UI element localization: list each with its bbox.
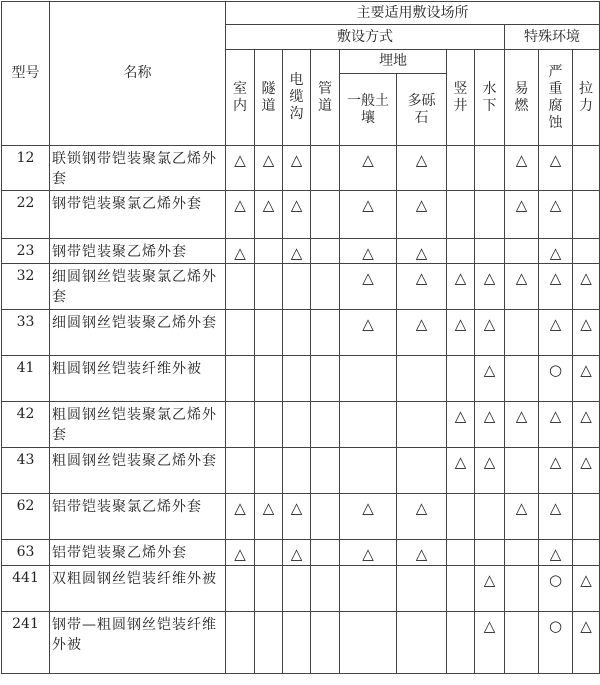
name-cell: 钢带铠装聚氯乙烯外套 [50,191,226,239]
name-cell: 细圆钢丝铠装聚乙烯外套 [50,310,226,356]
mark-cell-underwater [475,494,505,540]
mark-cell-corrosion [539,402,573,448]
triangle-mark-icon: △ [262,499,275,517]
mark-cell-pipe [311,540,340,566]
mark-cell-corrosion [539,612,573,674]
mark-cell-flammable [505,448,539,494]
mark-cell-underwater [475,146,505,191]
triangle-mark-icon: △ [580,571,592,589]
name-cell: 钢带—粗圆钢丝铠装纤维外被 [50,612,226,674]
triangle-mark-icon: △ [549,453,562,471]
triangle-mark-icon: △ [580,453,592,471]
mark-cell-flammable [505,356,539,402]
mark-cell-pipe [311,402,340,448]
mark-cell-cable-trench [283,612,311,674]
mark-cell-cable-trench [283,264,311,310]
mark-cell-tension [573,191,600,239]
header-tunnel: 隧 道 [255,50,283,146]
model-cell: 62 [2,494,50,540]
triangle-mark-icon: △ [483,315,496,333]
mark-cell-shaft [447,612,475,674]
mark-cell-soil-general [340,239,397,264]
mark-cell-tension [573,264,600,310]
mark-cell-corrosion [539,448,573,494]
mark-cell-pipe [311,146,340,191]
table-row [2,566,600,612]
table-row [2,356,600,402]
mark-cell-pipe [311,566,340,612]
mark-cell-cable-trench [283,239,311,264]
triangle-mark-icon: △ [515,499,528,517]
name-cell: 粗圆钢丝铠装聚氯乙烯外套 [50,402,226,448]
mark-cell-tension [573,540,600,566]
mark-cell-underwater [475,310,505,356]
triangle-mark-icon: △ [362,545,374,563]
mark-cell-flammable [505,146,539,191]
mark-cell-soil-gravel [397,239,447,264]
name-cell: 铝带铠装聚氯乙烯外套 [50,494,226,540]
header-laying-group: 敷设方式 [226,25,505,50]
model-cell: 441 [2,566,50,612]
mark-cell-underwater [475,566,505,612]
mark-cell-tension [573,310,600,356]
mark-cell-flammable [505,402,539,448]
header-pipe: 管 道 [311,50,340,146]
mark-cell-indoor [226,310,255,356]
model-cell: 41 [2,356,50,402]
triangle-mark-icon: △ [483,407,496,425]
mark-cell-cable-trench [283,540,311,566]
mark-cell-indoor [226,494,255,540]
mark-cell-tension [573,356,600,402]
triangle-mark-icon: △ [415,196,428,214]
mark-cell-tunnel [255,239,283,264]
mark-cell-flammable [505,494,539,540]
triangle-mark-icon: △ [290,196,303,214]
mark-cell-soil-general [340,612,397,674]
mark-cell-shaft [447,402,475,448]
mark-cell-soil-gravel [397,566,447,612]
mark-cell-soil-general [340,448,397,494]
mark-cell-tunnel [255,494,283,540]
mark-cell-indoor [226,191,255,239]
header-shaft: 竖 井 [447,50,475,146]
table-row [2,540,600,566]
triangle-mark-icon: △ [454,269,467,287]
table-row [2,264,600,310]
mark-cell-pipe [311,612,340,674]
header-corrosion: 严 重 腐 蚀 [539,50,573,146]
mark-cell-indoor [226,448,255,494]
table-row [2,494,600,540]
mark-cell-underwater [475,540,505,566]
table-row [2,191,600,239]
triangle-mark-icon: △ [454,407,467,425]
table-row [2,146,600,191]
mark-cell-soil-general [340,146,397,191]
mark-cell-tunnel [255,356,283,402]
triangle-mark-icon: △ [362,315,374,333]
header-row-1 [2,2,600,25]
mark-cell-soil-gravel [397,264,447,310]
mark-cell-cable-trench [283,402,311,448]
header-indoor: 室 内 [226,50,255,146]
name-cell: 钢带铠装聚乙烯外套 [50,239,226,264]
model-cell: 241 [2,612,50,674]
cable-application-table [1,1,600,674]
triangle-mark-icon: △ [234,151,246,169]
triangle-mark-icon: △ [515,151,528,169]
mark-cell-flammable [505,239,539,264]
triangle-mark-icon: △ [549,196,562,214]
mark-cell-shaft [447,146,475,191]
triangle-mark-icon: △ [549,499,562,517]
mark-cell-indoor [226,566,255,612]
mark-cell-flammable [505,191,539,239]
triangle-mark-icon: △ [483,453,496,471]
mark-cell-cable-trench [283,494,311,540]
mark-cell-tension [573,612,600,674]
mark-cell-pipe [311,264,340,310]
mark-cell-shaft [447,566,475,612]
mark-cell-corrosion [539,264,573,310]
circle-mark-icon: ○ [548,361,563,379]
triangle-mark-icon: △ [262,151,275,169]
triangle-mark-icon: △ [362,151,374,169]
model-cell: 12 [2,146,50,191]
triangle-mark-icon: △ [234,196,246,214]
triangle-mark-icon: △ [580,269,592,287]
header-name: 名称 [50,2,226,146]
mark-cell-soil-gravel [397,448,447,494]
triangle-mark-icon: △ [580,407,592,425]
mark-cell-soil-gravel [397,612,447,674]
mark-cell-flammable [505,566,539,612]
mark-cell-shaft [447,191,475,239]
triangle-mark-icon: △ [580,315,592,333]
mark-cell-soil-general [340,494,397,540]
model-cell: 33 [2,310,50,356]
triangle-mark-icon: △ [234,499,246,517]
mark-cell-tunnel [255,540,283,566]
mark-cell-corrosion [539,540,573,566]
mark-cell-soil-gravel [397,402,447,448]
model-cell: 32 [2,264,50,310]
mark-cell-corrosion [539,356,573,402]
mark-cell-underwater [475,239,505,264]
mark-cell-shaft [447,356,475,402]
header-soil-general: 一般土 壤 [340,74,397,146]
mark-cell-tension [573,402,600,448]
mark-cell-flammable [505,540,539,566]
mark-cell-underwater [475,448,505,494]
table-row [2,448,600,494]
triangle-mark-icon: △ [454,453,467,471]
mark-cell-corrosion [539,191,573,239]
triangle-mark-icon: △ [362,499,374,517]
table-row [2,612,600,674]
mark-cell-underwater [475,612,505,674]
mark-cell-indoor [226,402,255,448]
mark-cell-tunnel [255,448,283,494]
mark-cell-underwater [475,356,505,402]
triangle-mark-icon: △ [483,571,496,589]
mark-cell-indoor [226,612,255,674]
mark-cell-corrosion [539,566,573,612]
header-soil-gravel: 多砾 石 [397,74,447,146]
mark-cell-soil-gravel [397,310,447,356]
mark-cell-shaft [447,264,475,310]
mark-cell-tension [573,239,600,264]
mark-cell-tunnel [255,402,283,448]
model-cell: 23 [2,239,50,264]
triangle-mark-icon: △ [580,361,592,379]
mark-cell-soil-general [340,191,397,239]
triangle-mark-icon: △ [415,315,428,333]
mark-cell-soil-general [340,540,397,566]
triangle-mark-icon: △ [549,315,562,333]
mark-cell-soil-general [340,356,397,402]
triangle-mark-icon: △ [415,545,428,563]
mark-cell-pipe [311,239,340,264]
mark-cell-tunnel [255,191,283,239]
mark-cell-shaft [447,310,475,356]
triangle-mark-icon: △ [415,269,428,287]
triangle-mark-icon: △ [290,244,303,262]
mark-cell-indoor [226,146,255,191]
mark-cell-tunnel [255,264,283,310]
mark-cell-indoor [226,540,255,566]
triangle-mark-icon: △ [234,244,246,262]
mark-cell-cable-trench [283,566,311,612]
triangle-mark-icon: △ [515,269,528,287]
mark-cell-soil-gravel [397,494,447,540]
mark-cell-shaft [447,540,475,566]
triangle-mark-icon: △ [580,617,592,635]
mark-cell-tension [573,448,600,494]
model-cell: 22 [2,191,50,239]
circle-mark-icon: ○ [548,571,563,589]
mark-cell-pipe [311,448,340,494]
model-cell: 63 [2,540,50,566]
name-cell: 粗圆钢丝铠装聚乙烯外套 [50,448,226,494]
triangle-mark-icon: △ [549,151,562,169]
triangle-mark-icon: △ [483,269,496,287]
triangle-mark-icon: △ [549,545,562,563]
model-cell: 43 [2,448,50,494]
name-cell: 粗圆钢丝铠装纤维外被 [50,356,226,402]
triangle-mark-icon: △ [483,361,496,379]
mark-cell-cable-trench [283,146,311,191]
mark-cell-corrosion [539,494,573,540]
mark-cell-pipe [311,494,340,540]
triangle-mark-icon: △ [234,545,246,563]
mark-cell-shaft [447,448,475,494]
triangle-mark-icon: △ [362,196,374,214]
mark-cell-underwater [475,191,505,239]
triangle-mark-icon: △ [415,244,428,262]
triangle-mark-icon: △ [290,151,303,169]
triangle-mark-icon: △ [515,407,528,425]
name-cell: 细圆钢丝铠装聚氯乙烯外套 [50,264,226,310]
mark-cell-corrosion [539,146,573,191]
table-row [2,310,600,356]
mark-cell-indoor [226,264,255,310]
triangle-mark-icon: △ [549,407,562,425]
header-flammable: 易 燃 [505,50,539,146]
mark-cell-indoor [226,356,255,402]
header-tension: 拉 力 [573,50,600,146]
triangle-mark-icon: △ [549,269,562,287]
circle-mark-icon: ○ [548,617,563,635]
header-special-group: 特殊环境 [505,25,600,50]
name-cell: 双粗圆钢丝铠装纤维外被 [50,566,226,612]
mark-cell-flammable [505,264,539,310]
mark-cell-cable-trench [283,448,311,494]
mark-cell-cable-trench [283,310,311,356]
mark-cell-indoor [226,239,255,264]
mark-cell-flammable [505,310,539,356]
mark-cell-tunnel [255,566,283,612]
triangle-mark-icon: △ [415,151,428,169]
triangle-mark-icon: △ [362,244,374,262]
mark-cell-pipe [311,310,340,356]
mark-cell-tunnel [255,310,283,356]
mark-cell-soil-gravel [397,356,447,402]
mark-cell-underwater [475,402,505,448]
header-underwater: 水 下 [475,50,505,146]
mark-cell-tension [573,146,600,191]
mark-cell-soil-general [340,264,397,310]
mark-cell-soil-gravel [397,146,447,191]
mark-cell-shaft [447,494,475,540]
triangle-mark-icon: △ [262,196,275,214]
mark-cell-tunnel [255,612,283,674]
header-buried-group: 埋地 [340,50,447,74]
mark-cell-flammable [505,612,539,674]
triangle-mark-icon: △ [362,269,374,287]
table-row [2,239,600,264]
triangle-mark-icon: △ [483,617,496,635]
mark-cell-shaft [447,239,475,264]
mark-cell-soil-gravel [397,191,447,239]
mark-cell-corrosion [539,239,573,264]
header-cable-trench: 电 缆 沟 [283,50,311,146]
mark-cell-tension [573,494,600,540]
name-cell: 联锁钢带铠装聚氯乙烯外套 [50,146,226,191]
mark-cell-tension [573,566,600,612]
triangle-mark-icon: △ [549,244,562,262]
mark-cell-cable-trench [283,356,311,402]
header-main-group: 主要适用敷设场所 [226,2,600,25]
mark-cell-soil-general [340,402,397,448]
table-row [2,402,600,448]
triangle-mark-icon: △ [415,499,428,517]
model-cell: 42 [2,402,50,448]
mark-cell-tunnel [255,146,283,191]
mark-cell-underwater [475,264,505,310]
name-cell: 铝带铠装聚乙烯外套 [50,540,226,566]
triangle-mark-icon: △ [290,545,303,563]
mark-cell-soil-gravel [397,540,447,566]
mark-cell-pipe [311,191,340,239]
mark-cell-corrosion [539,310,573,356]
triangle-mark-icon: △ [454,315,467,333]
triangle-mark-icon: △ [515,196,528,214]
mark-cell-soil-general [340,566,397,612]
mark-cell-pipe [311,356,340,402]
header-model: 型号 [2,2,50,146]
mark-cell-cable-trench [283,191,311,239]
mark-cell-soil-general [340,310,397,356]
triangle-mark-icon: △ [290,499,303,517]
